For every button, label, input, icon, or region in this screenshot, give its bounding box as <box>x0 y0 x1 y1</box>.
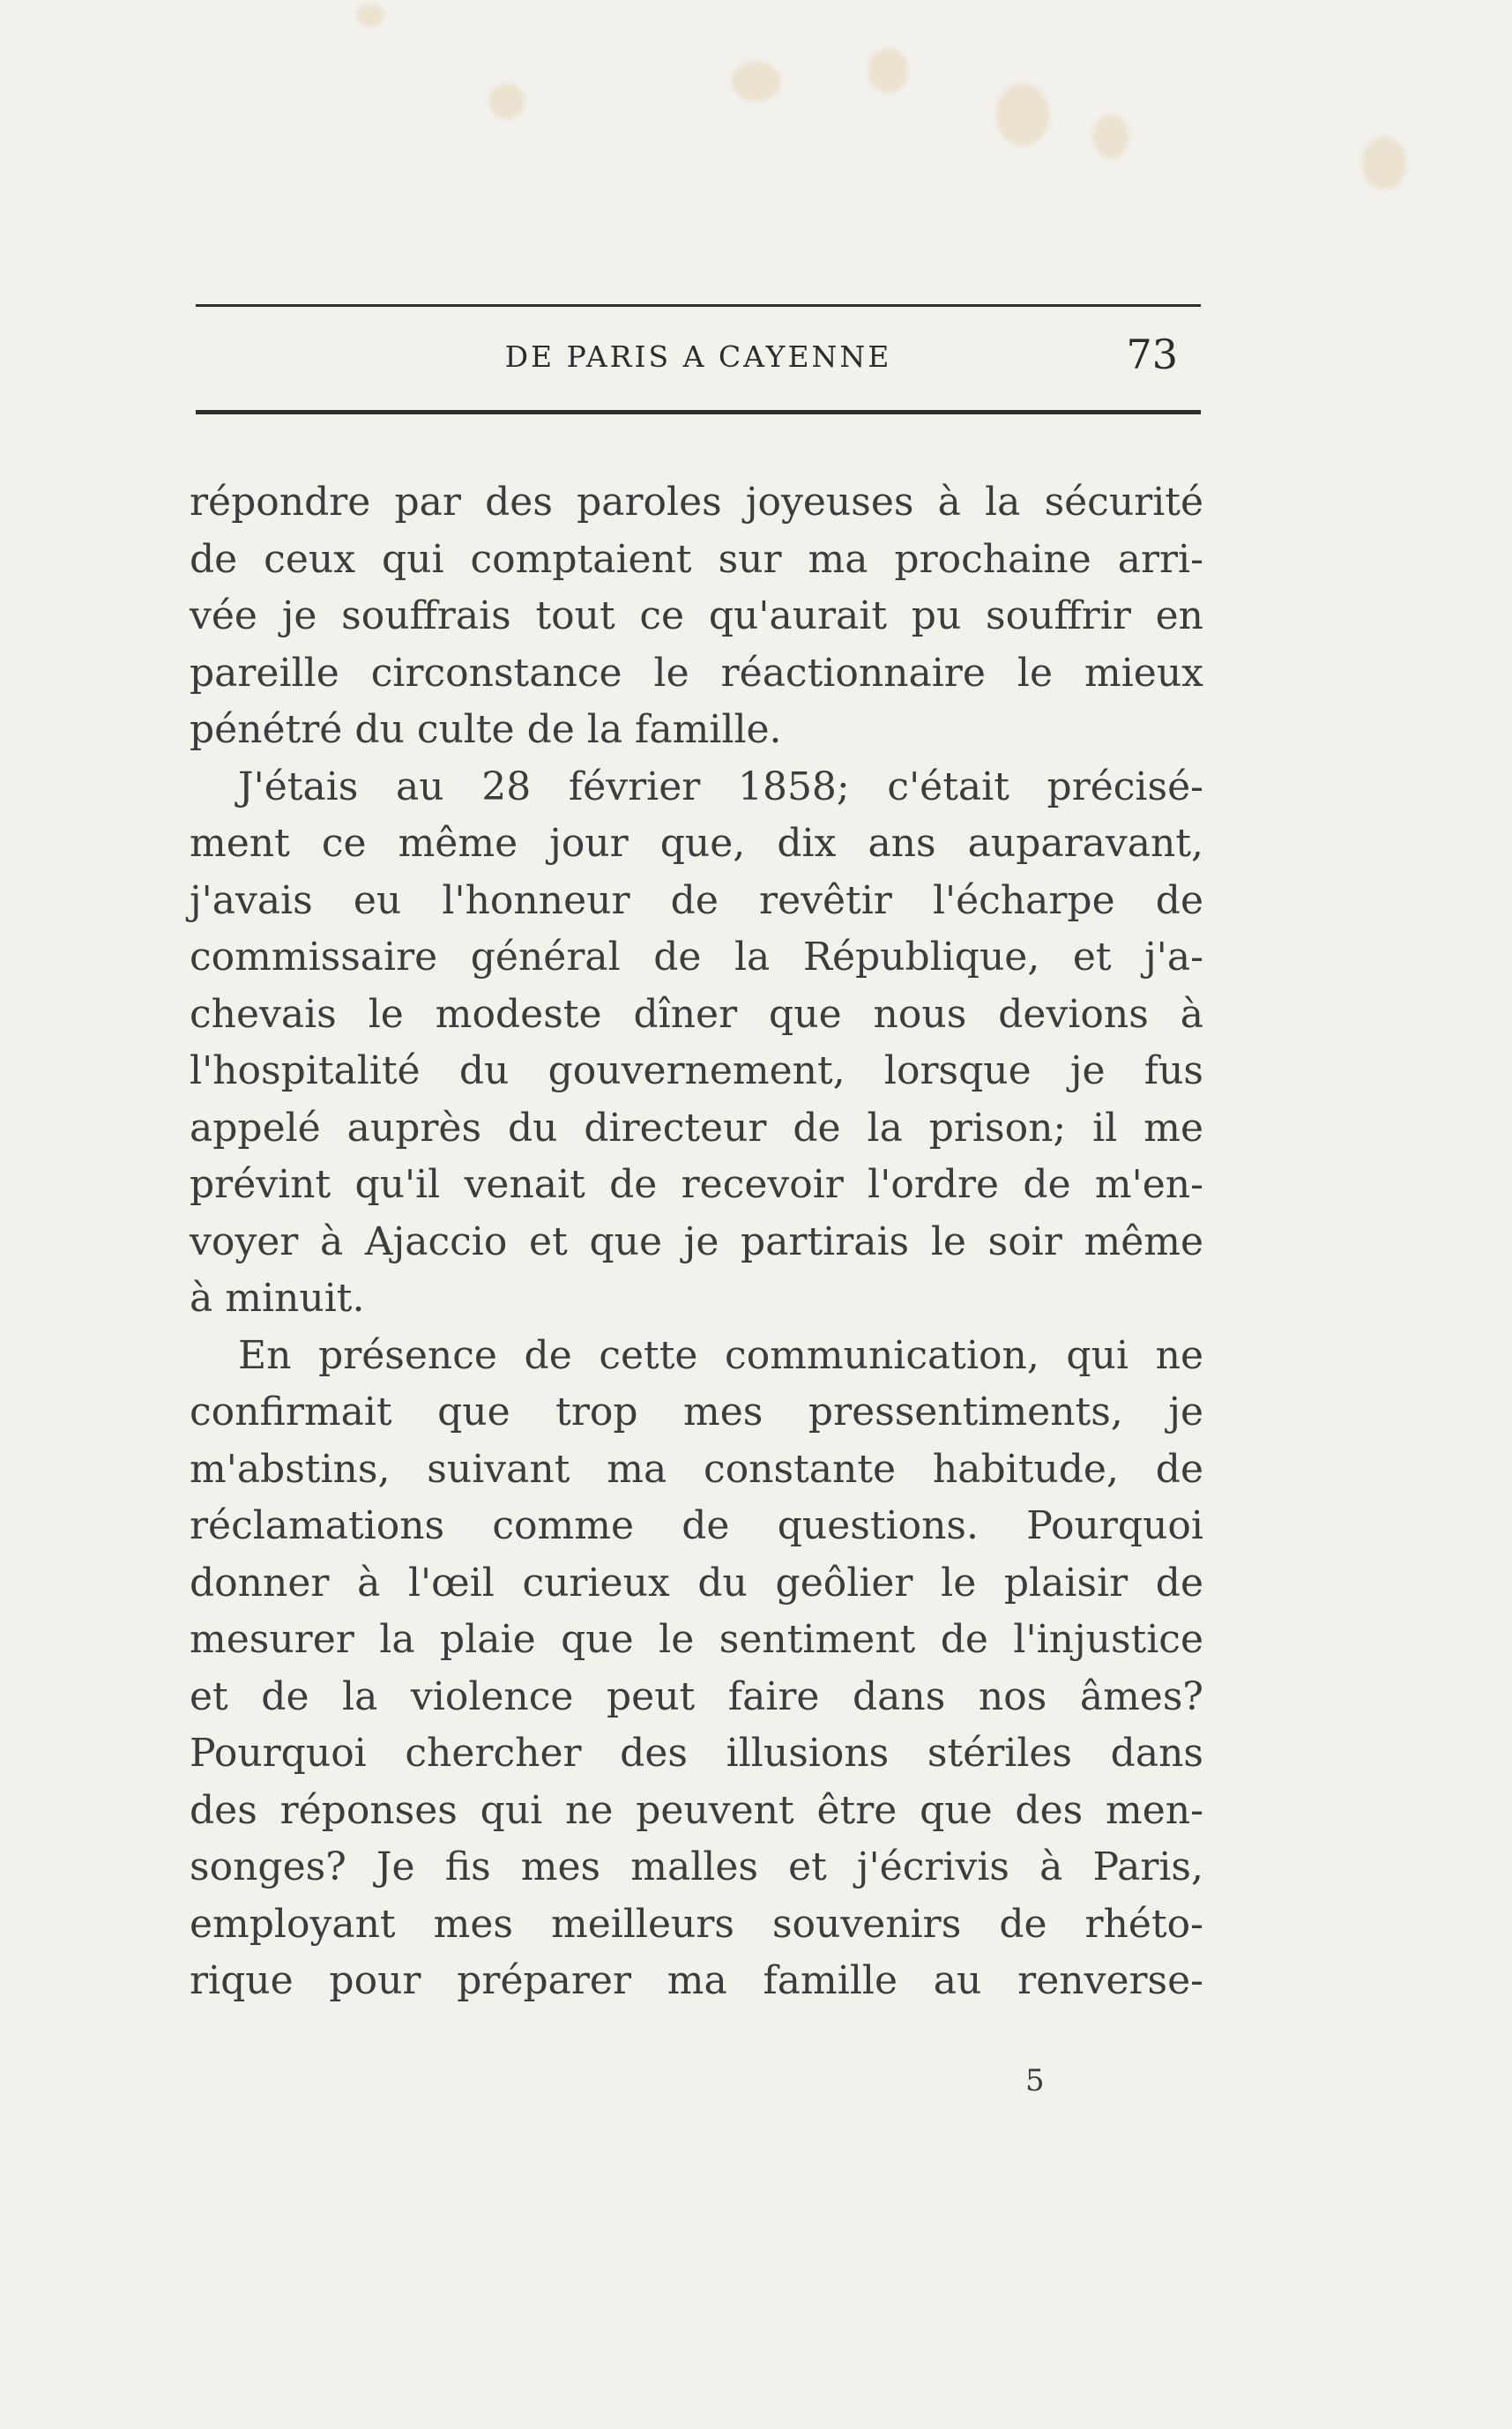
text-line: l'hospitalité du gouvernement, lorsque je fus <box>190 1048 1203 1093</box>
foxing-stain <box>1362 137 1406 190</box>
text-line: J'étais au 28 février 1858; c'était précisé- <box>238 764 1203 809</box>
running-header <box>196 331 1201 392</box>
body-text <box>190 474 1203 2010</box>
text-line: Pourquoi chercher des illusions stériles dans <box>190 1731 1203 1776</box>
text-line: songes? Je fis mes malles et j'écrivis à Paris, <box>190 1844 1203 1889</box>
text-line: m'abstins, suivant ma constante habitude, de <box>190 1446 1203 1492</box>
text-line: pareille circonstance le réactionnaire le mieux <box>190 650 1203 696</box>
foxing-stain <box>996 84 1049 145</box>
foxing-stain <box>732 62 780 101</box>
text-line: donner à l'œil curieux du geôlier le plaisir de <box>190 1560 1203 1606</box>
page-number: 73 <box>1126 331 1178 378</box>
text-line: ment ce même jour que, dix ans auparavant, <box>190 821 1203 866</box>
text-line: des réponses qui ne peuvent être que des men- <box>190 1787 1203 1833</box>
text-line: commissaire général de la République, et j'a- <box>190 935 1203 980</box>
text-line: employant mes meilleurs souvenirs de rhéto- <box>190 1901 1203 1947</box>
foxing-stain <box>357 4 384 26</box>
text-line: à minuit. <box>190 1276 365 1321</box>
text-line: vée je souffrais tout ce qu'aurait pu souffrir en <box>190 593 1203 638</box>
text-line: j'avais eu l'honneur de revêtir l'écharpe de <box>190 877 1203 923</box>
text-line: appelé auprès du directeur de la prison; il me <box>190 1105 1203 1151</box>
text-line: rique pour préparer ma famille au renverse- <box>190 1958 1203 2003</box>
text-line: réclamations comme de questions. Pourquoi <box>190 1503 1203 1548</box>
header-rule-bottom <box>196 410 1201 414</box>
text-line: et de la violence peut faire dans nos âmes? <box>190 1673 1203 1719</box>
text-line: mesurer la plaie que le sentiment de l'injustice <box>190 1617 1203 1662</box>
text-line: de ceux qui comptaient sur ma prochaine arri- <box>190 536 1203 582</box>
foxing-stain <box>868 48 908 93</box>
header-rule-top <box>196 304 1201 307</box>
text-line: prévint qu'il venait de recevoir l'ordre de m'en- <box>190 1162 1203 1207</box>
text-line: En présence de cette communication, qui ne <box>238 1332 1203 1378</box>
text-line: voyer à Ajaccio et que je partirais le soir même <box>190 1218 1203 1264</box>
text-line: répondre par des paroles joyeuses à la sécurité <box>190 480 1203 525</box>
text-line: chevais le modeste dîner que nous devions à <box>190 991 1203 1037</box>
signature-mark: 5 <box>1025 2063 1045 2098</box>
foxing-stain <box>489 84 525 119</box>
text-line: pénétré du culte de la famille. <box>190 707 782 752</box>
foxing-stain <box>1093 115 1128 159</box>
text-line: confirmait que trop mes pressentiments, je <box>190 1390 1203 1434</box>
running-title: DE PARIS A CAYENNE <box>504 339 892 374</box>
